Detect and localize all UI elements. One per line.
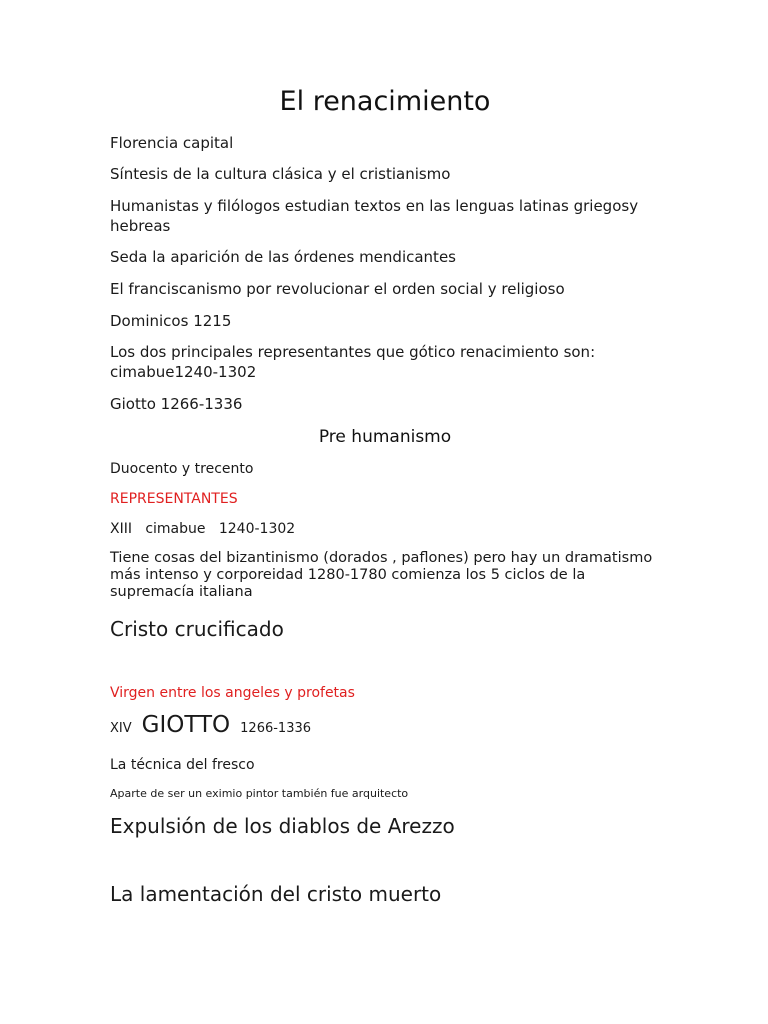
paragraph-duocento: Duocento y trecento	[110, 461, 254, 477]
heading-expulsion: Expulsión de los diablos de Arezzo	[110, 814, 455, 838]
paragraph-humanistas: Humanistas y filólogos estudian textos en las lenguas latinas griegosy hebreas	[110, 197, 639, 235]
label-representantes: REPRESENTANTES	[110, 491, 238, 507]
paragraph-cimabue: XIII cimabue 1240-1302	[110, 521, 296, 537]
heading-lamentacion: La lamentación del cristo muerto	[110, 882, 442, 906]
document-title: El renacimiento	[279, 86, 491, 117]
paragraph-arquitecto: Aparte de ser un eximio pintor también fue arquitecto	[110, 787, 409, 800]
giotto-years: 1266-1336	[240, 721, 312, 736]
paragraph-sintesis: Síntesis de la cultura clásica y el cristianismo	[110, 165, 451, 183]
paragraph-giotto-years: Giotto 1266-1336	[110, 395, 243, 413]
paragraph-franciscanismo: El franciscanismo por revolucionar el orden social y religioso	[110, 280, 565, 298]
paragraph-dominicos: Dominicos 1215	[110, 312, 232, 330]
giotto-name: GIOTTO	[141, 712, 231, 738]
paragraph-florencia: Florencia capital	[110, 134, 234, 152]
paragraph-representantes-gotico: Los dos principales representantes que gótico renacimiento son: cimabue1240-1302	[110, 343, 596, 381]
section-heading-pre-humanismo: Pre humanismo	[318, 427, 452, 447]
heading-cristo-crucificado: Cristo crucificado	[110, 617, 284, 641]
giotto-century: XIV	[110, 721, 132, 736]
label-virgen: Virgen entre los angeles y profetas	[110, 685, 355, 701]
paragraph-tecnica-fresco: La técnica del fresco	[110, 757, 255, 773]
paragraph-bizantinismo: Tiene cosas del bizantinismo (dorados , paflones) pero hay un dramatismo más intenso y corporeidad 1280-1780 comienza los 5 ciclos de la supremacía italiana	[110, 550, 653, 600]
giotto-heading-line	[110, 712, 311, 738]
paragraph-ordenes: Seda la aparición de las órdenes mendicantes	[110, 248, 456, 266]
